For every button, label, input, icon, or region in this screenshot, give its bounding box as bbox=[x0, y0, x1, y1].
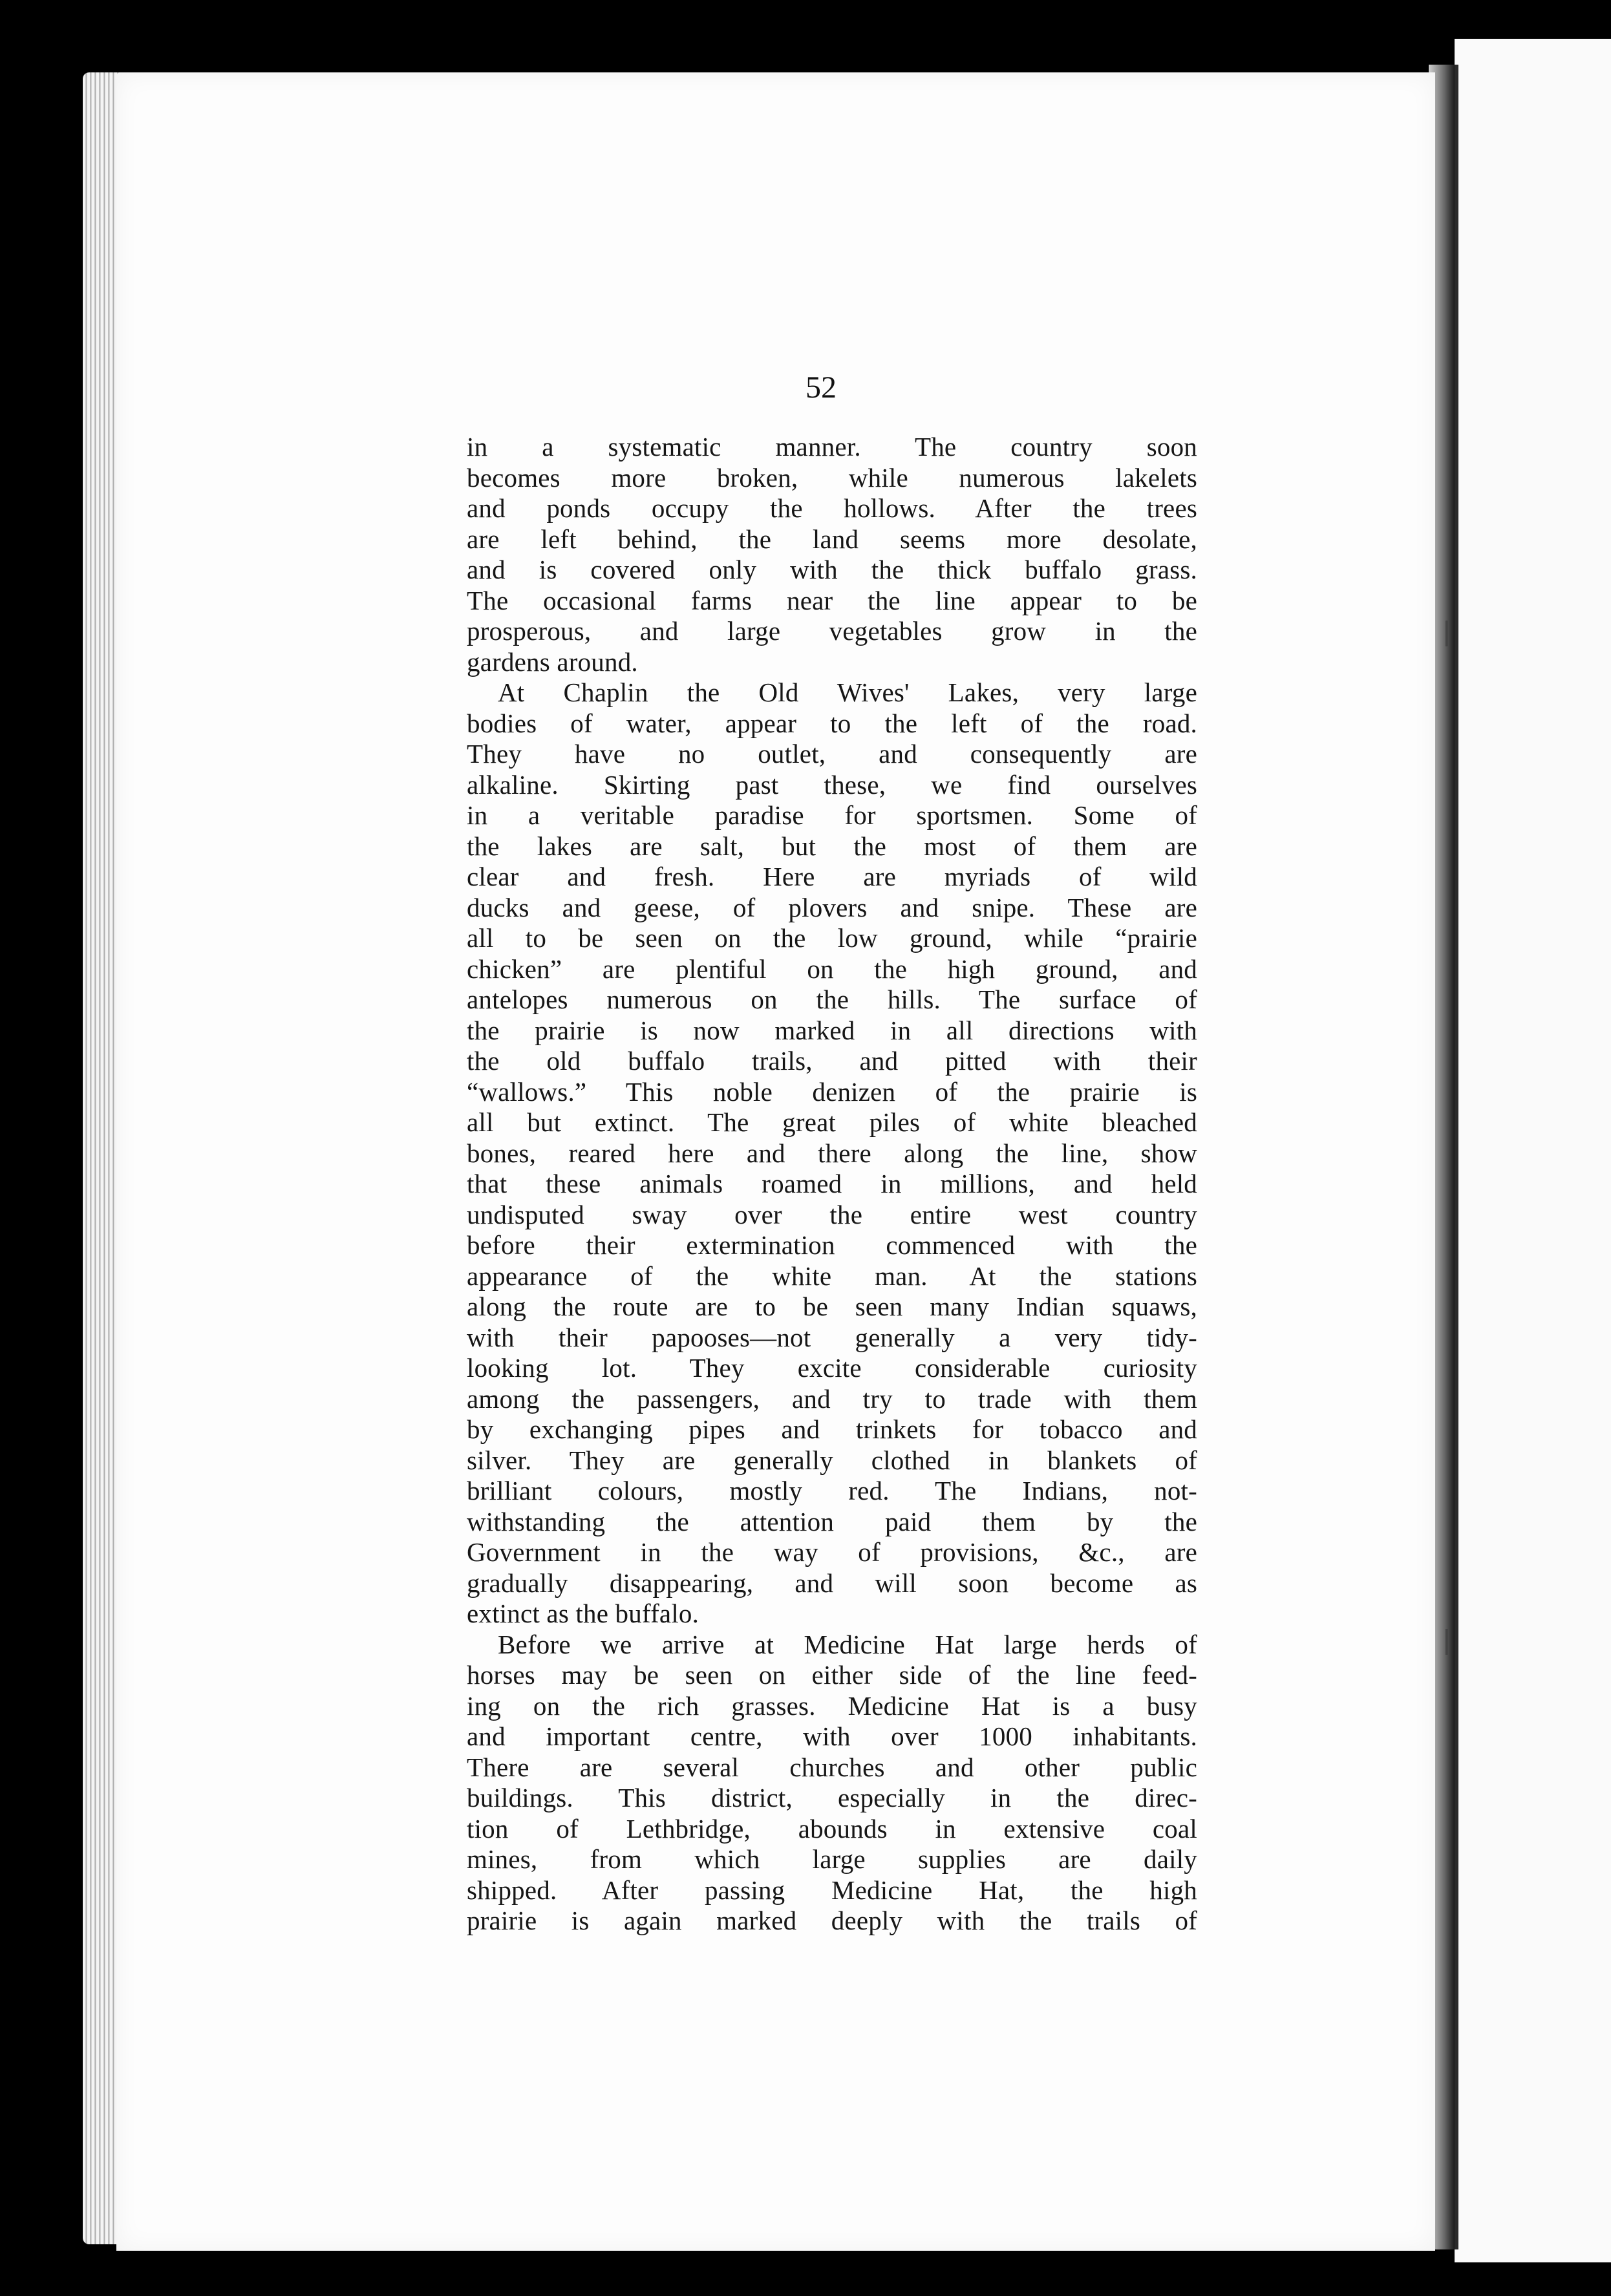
text-line: that these animals roamed in millions, and held bbox=[467, 1169, 1197, 1198]
facing-page bbox=[1455, 39, 1611, 2262]
text-line: Before we arrive at Medicine Hat large herds of bbox=[498, 1629, 1197, 1659]
text-line: ing on the rich grasses. Medicine Hat is a busy bbox=[467, 1690, 1197, 1721]
text-line: mines, from which large supplies are daily bbox=[467, 1844, 1197, 1874]
text-line: the lakes are salt, but the most of them are bbox=[467, 831, 1197, 861]
text-line: becomes more broken, while numerous lakelets bbox=[467, 462, 1197, 493]
text-line: and is covered only with the thick buffalo grass. bbox=[467, 555, 1197, 584]
text-line: horses may be seen on either side of the line feed- bbox=[467, 1660, 1197, 1690]
text-line: bones, reared here and there along the line, show bbox=[467, 1138, 1197, 1168]
text-line: undisputed sway over the entire west country bbox=[467, 1199, 1197, 1229]
text-line: brilliant colours, mostly red. The Indians, not- bbox=[467, 1476, 1197, 1505]
text-line: The occasional farms near the line appear to be bbox=[467, 585, 1197, 615]
text-line: There are several churches and other public bbox=[467, 1752, 1197, 1782]
text-line: They have no outlet, and consequently are bbox=[467, 739, 1197, 769]
text-line: all to be seen on the low ground, while “prairie bbox=[467, 923, 1197, 953]
margin-mark bbox=[1446, 1629, 1448, 1655]
text-line: prosperous, and large vegetables grow in the bbox=[467, 616, 1197, 646]
text-line: and important centre, with over 1000 inhabitants. bbox=[467, 1721, 1197, 1751]
text-line: before their extermination commenced with the bbox=[467, 1230, 1197, 1260]
text-line: gradually disappearing, and will soon become as bbox=[467, 1568, 1197, 1598]
text-line: silver. They are generally clothed in blankets of bbox=[467, 1445, 1197, 1475]
text-line: chicken” are plentiful on the high ground, and bbox=[467, 953, 1197, 984]
text-line: Government in the way of provisions, &c., are bbox=[467, 1537, 1197, 1567]
text-line: among the passengers, and try to trade with them bbox=[467, 1383, 1197, 1414]
text-line: by exchanging pipes and trinkets for tobacco and bbox=[467, 1414, 1197, 1444]
margin-mark bbox=[1446, 621, 1448, 646]
text-line: prairie is again marked deeply with the trails of bbox=[467, 1906, 1197, 1935]
text-line: with their papooses—not generally a very tidy- bbox=[467, 1322, 1197, 1352]
text-line: “wallows.” This noble denizen of the prairie is bbox=[467, 1076, 1197, 1107]
text-line: At Chaplin the Old Wives' Lakes, very large bbox=[498, 677, 1197, 707]
page-number: 52 bbox=[806, 370, 837, 405]
body-text bbox=[467, 432, 1197, 1937]
text-line: tion of Lethbridge, abounds in extensive coal bbox=[467, 1813, 1197, 1844]
text-line: buildings. This district, especially in the direc- bbox=[467, 1783, 1197, 1812]
text-line: clear and fresh. Here are myriads of wild bbox=[467, 862, 1197, 891]
text-line: all but extinct. The great piles of white bleached bbox=[467, 1107, 1197, 1137]
text-line: bodies of water, appear to the left of the road. bbox=[467, 708, 1197, 738]
text-line: looking lot. They excite considerable curiosity bbox=[467, 1353, 1197, 1383]
text-line: the old buffalo trails, and pitted with their bbox=[467, 1046, 1197, 1076]
text-line: alkaline. Skirting past these, we find ourselves bbox=[467, 769, 1197, 800]
text-line: along the route are to be seen many Indian squaws, bbox=[467, 1292, 1197, 1321]
text-line: withstanding the attention paid them by the bbox=[467, 1506, 1197, 1536]
text-line: gardens around. bbox=[467, 646, 638, 677]
text-line: are left behind, the land seems more desolate, bbox=[467, 524, 1197, 554]
text-line: extinct as the buffalo. bbox=[467, 1599, 699, 1628]
text-line: antelopes numerous on the hills. The surface of bbox=[467, 984, 1197, 1014]
text-line: the prairie is now marked in all directions with bbox=[467, 1015, 1197, 1045]
text-line: and ponds occupy the hollows. After the trees bbox=[467, 493, 1197, 523]
text-line: ducks and geese, of plovers and snipe. These are bbox=[467, 892, 1197, 922]
text-line: in a veritable paradise for sportsmen. Some of bbox=[467, 800, 1197, 830]
text-line: appearance of the white man. At the stations bbox=[467, 1260, 1197, 1291]
text-line: in a systematic manner. The country soon bbox=[467, 432, 1197, 462]
text-line: shipped. After passing Medicine Hat, the high bbox=[467, 1875, 1197, 1905]
